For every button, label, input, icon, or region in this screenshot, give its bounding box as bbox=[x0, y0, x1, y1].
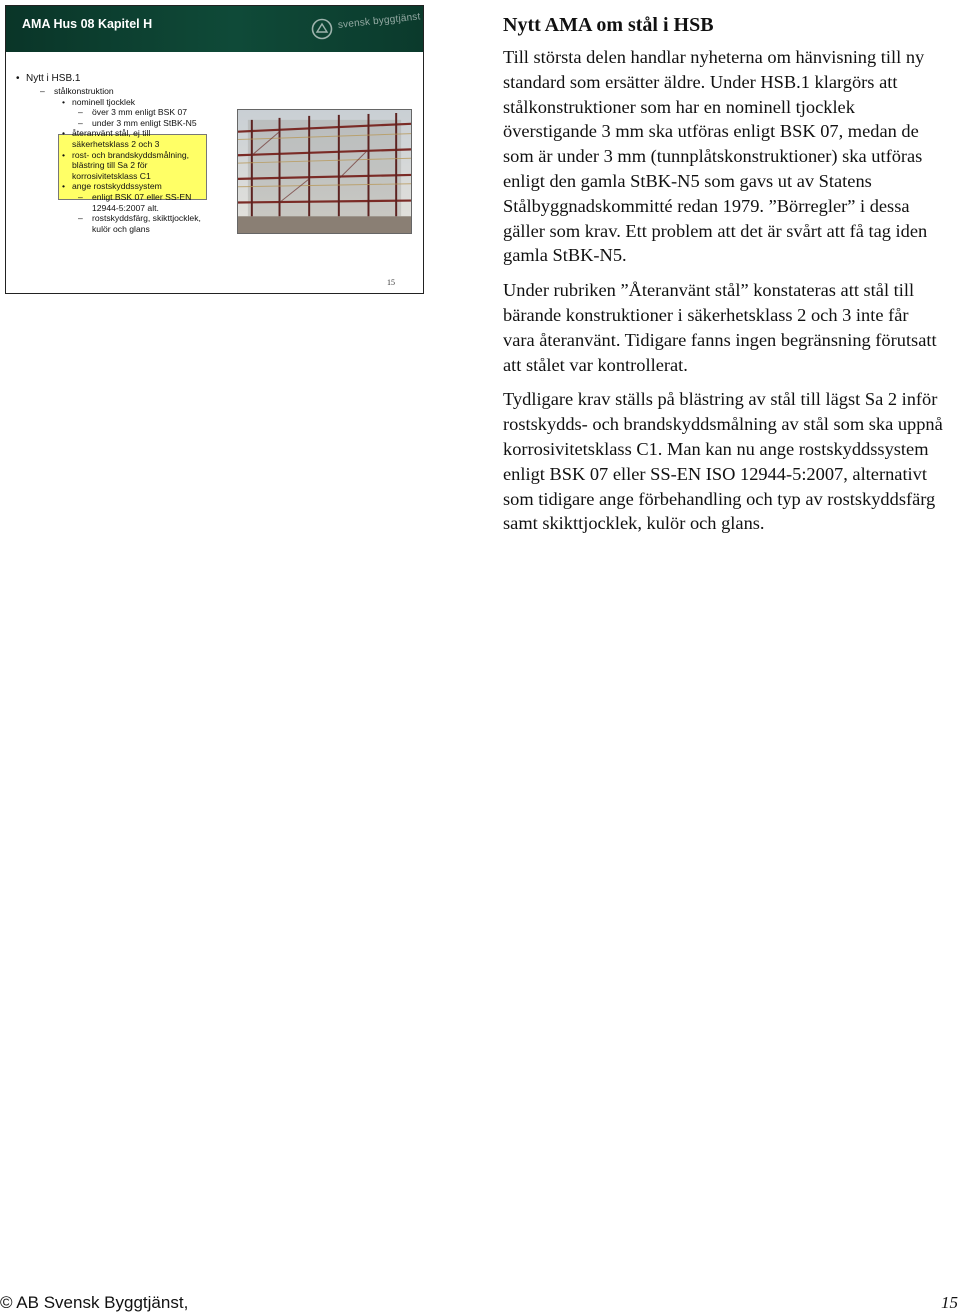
slide-bullet-item bbox=[62, 96, 136, 107]
slide-bullet-item bbox=[72, 139, 159, 149]
notes-heading: Nytt AMA om stål i HSB bbox=[503, 14, 714, 36]
slide-bullet-item bbox=[78, 192, 192, 202]
slide-bullet-text: ange rostskyddssystem bbox=[72, 181, 162, 192]
slide-bullet-item bbox=[92, 224, 150, 234]
slide-bullet-item bbox=[78, 117, 197, 128]
slide-bullet-text: stålkonstruktion bbox=[54, 86, 114, 96]
slide-thumbnail bbox=[5, 5, 424, 294]
slide-bullet-item bbox=[92, 203, 159, 213]
footer-page-number: 15 bbox=[941, 1293, 958, 1312]
dash-icon: – bbox=[40, 86, 45, 96]
slide-bullet-item bbox=[62, 149, 190, 160]
slide-bullet-text: kulör och glans bbox=[92, 223, 150, 234]
notes-paragraph: Till största delen handlar nyheterna om hänvisning till ny standard som ersätter äldre. Under HSB.1 klargörs att stålkonstruktioner som har en nominell tjocklek överstigande 3 mm ska utföras enligt BSK 07, medan de som är under 3 mm (tunnplåtskonstruktioner) ska utföras enligt den gamla StBK-N5 som gavs ut av Statens Stålbyggnadskommitté redan 1979. ”Börregler” i dessa gäller som krav. Ett problem att det är svårt att få tag iden gamla StBK-N5. bbox=[503, 47, 928, 266]
slide-bullet-text: säkerhetsklass 2 och 3 bbox=[72, 139, 160, 149]
dash-icon: – bbox=[78, 117, 83, 128]
slide-bullet-text: Nytt i HSB.1 bbox=[26, 73, 81, 84]
dash-icon: – bbox=[78, 213, 83, 224]
slide-bullet-item bbox=[62, 181, 162, 192]
slide-bullet-text: över 3 mm enligt BSK 07 bbox=[92, 107, 188, 118]
steel-frame-building-photo bbox=[237, 109, 412, 234]
logo-text: svensk byggtjänst bbox=[337, 11, 422, 31]
notes-section bbox=[503, 13, 943, 546]
slide-bullet-item bbox=[72, 160, 147, 170]
slide-bullet-text: rostskyddsfärg, skikttjocklek, bbox=[92, 213, 201, 224]
slide-bullet-text: 12944-5:2007 alt. bbox=[92, 202, 159, 213]
bullet-icon: • bbox=[62, 96, 66, 107]
slide-bullet-item bbox=[62, 128, 151, 139]
slide-page-number: 15 bbox=[387, 278, 395, 287]
bullet-icon: • bbox=[16, 73, 20, 84]
slide-bullet-text: återanvänt stål, ej till bbox=[72, 128, 151, 139]
footer-copyright: © AB Svensk Byggtjänst, bbox=[0, 1293, 189, 1312]
svensk-byggtjanst-logo-icon bbox=[311, 18, 333, 40]
notes-paragraph: Under rubriken ”Återanvänt stål” konstateras att stål till bärande konstruktioner i säkerhetsklass 2 och 3 inte får vara återanvänt. Tidigare fanns ingen begränsning förutsatt att stålet var kontrollerat. bbox=[503, 280, 937, 375]
slide-bullet-text: nominell tjocklek bbox=[72, 96, 136, 107]
slide-bullet-item bbox=[78, 213, 201, 224]
slide-header bbox=[6, 6, 423, 52]
slide-bullet-item bbox=[72, 171, 151, 181]
slide-bullet-text: rost- och brandskyddsmålning, bbox=[72, 149, 190, 160]
dash-icon: – bbox=[78, 192, 83, 202]
bullet-icon: • bbox=[62, 128, 66, 139]
slide-bullet-item bbox=[16, 73, 81, 84]
bullet-icon: • bbox=[62, 149, 66, 160]
slide-title: AMA Hus 08 Kapitel H bbox=[22, 17, 153, 31]
dash-icon: – bbox=[78, 107, 83, 118]
slide-bullet-text: blästring till Sa 2 för bbox=[72, 160, 148, 171]
slide-bullet-text: under 3 mm enligt StBK-N5 bbox=[92, 117, 197, 128]
slide-bullet-text: enligt BSK 07 eller SS-EN bbox=[92, 192, 192, 202]
bullet-icon: • bbox=[62, 181, 66, 192]
notes-paragraph: Tydligare krav ställs på blästring av stål till lägst Sa 2 inför rostskydds- och brandskyddsmålning av stål som ska uppnå korrosivitetsklass C1. Man kan nu ange rostskyddssystem enligt BSK 07 eller SS-EN ISO 12944-5:2007, alternativt som tidigare ange förbehandling och typ av rostskyddsfärg samt skikttjocklek, kulör och glans. bbox=[503, 389, 943, 534]
slide-bullet-item bbox=[78, 107, 188, 118]
slide-bullet-item bbox=[40, 86, 114, 96]
slide-bullet-text: korrosivitetsklass C1 bbox=[72, 170, 151, 181]
